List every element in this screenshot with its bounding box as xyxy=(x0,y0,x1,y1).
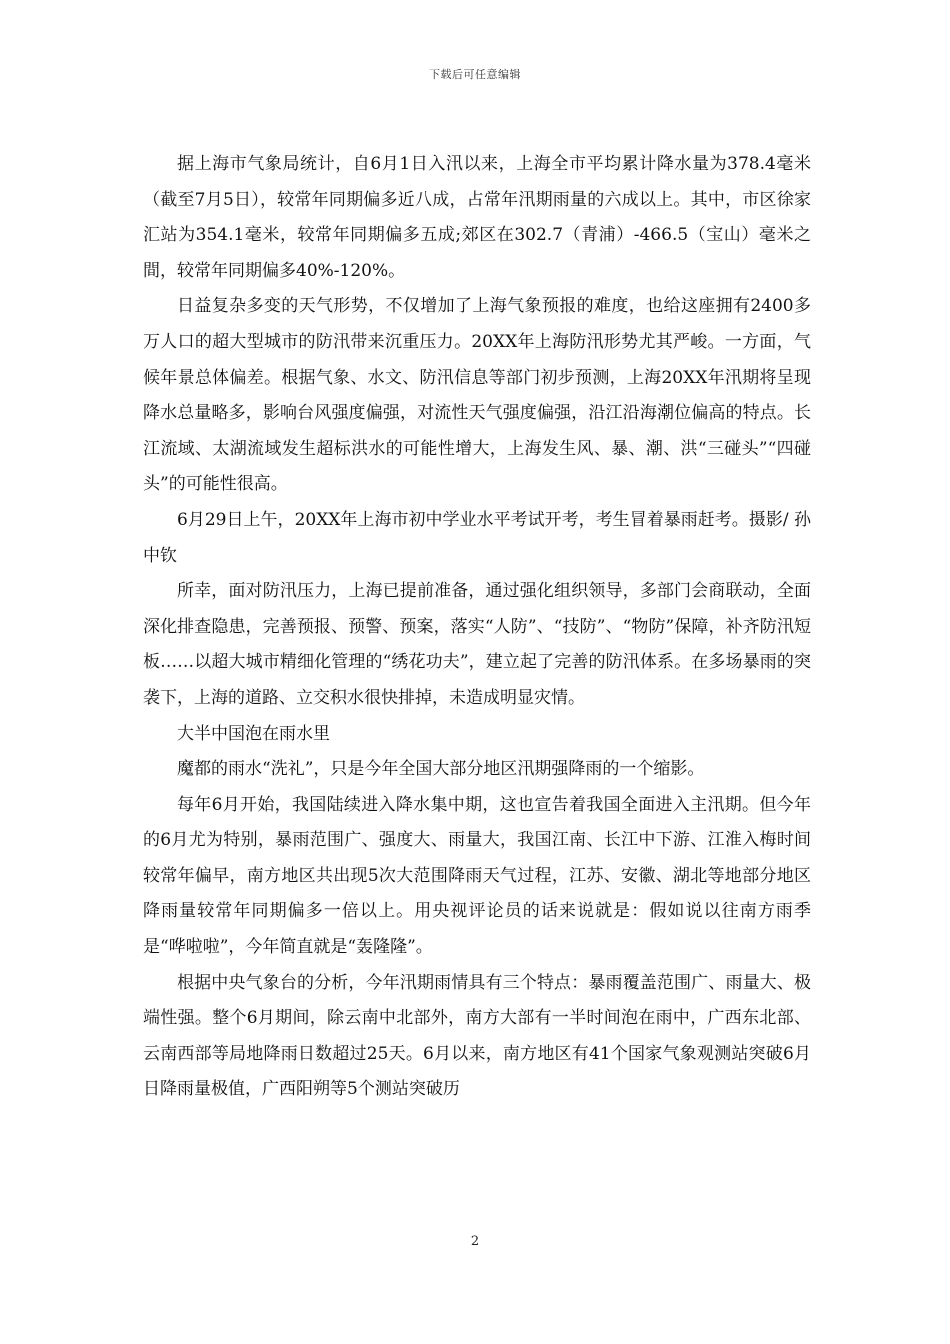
paragraph-3: 6月29日上午，20XX年上海市初中学业水平考试开考，考生冒着暴雨赶考。摄影/ 孙中钦 xyxy=(143,509,811,566)
document-body xyxy=(143,147,811,1108)
paragraph-1: 据上海市气象局统计，自6月1日入汛以来，上海全市平均累计降水量为378.4毫米（截至7月5日），较常年同期偏多近八成，占常年汛期雨量的六成以上。其中，市区徐家汇站为354.1毫米，较常年同期偏多五成;郊区在302.7（青浦）-466.5（宝山）毫米之間，较常年同期偏多40%-120%。 xyxy=(143,154,811,281)
section-heading: 大半中国泡在雨水里 xyxy=(177,723,330,744)
page-number: 2 xyxy=(470,1234,480,1249)
paragraph-7: 根据中央气象台的分析，今年汛期雨情具有三个特点：暴雨覆盖范围广、雨量大、极端性强。整个6月期间，除云南中北部外，南方大部有一半时间泡在雨中，广西东北部、云南西部等局地降雨日数超过25天。6月以来，南方地区有41个国家气象观测站突破6月日降雨量极值，广西阳朔等5个测站突破历 xyxy=(143,972,811,1100)
page-header: 下载后可任意编辑 xyxy=(429,68,521,81)
paragraph-5: 魔都的雨水“洗礼”，只是今年全国大部分地区汛期强降雨的一个缩影。 xyxy=(177,759,705,780)
paragraph-6: 每年6月开始，我国陆续进入降水集中期，这也宣告着我国全面进入主汛期。但今年的6月尤为特别，暴雨范围广、强度大、雨量大，我国江南、长江中下游、江淮入梅时间较常年偏早，南方地区共出现5次大范围降雨天气过程，江苏、安徽、湖北等地部分地区降雨量较常年同期偏多一倍以上。用央视评论员的话来说就是：假如说以往南方雨季是“哗啦啦”，今年简直就是“轰隆隆”。 xyxy=(143,794,811,958)
paragraph-4: 所幸，面对防汛压力，上海已提前准备，通过强化组织领导，多部门会商联动，全面深化排查隐患，完善预报、预警、预案，落实“人防”、“技防”、“物防”保障，补齐防汛短板……以超大城市精细化管理的“绣花功夫”，建立起了完善的防汛体系。在多场暴雨的突袭下，上海的道路、立交积水很快排掉，未造成明显灾情。 xyxy=(143,581,811,708)
paragraph-2: 日益复杂多变的天气形势，不仅增加了上海气象预报的难度，也给这座拥有2400多万人口的超大型城市的防汛带来沉重压力。20XX年上海防汛形势尤其严峻。一方面，气候年景总体偏差。根据气象、水文、防汛信息等部门初步预测，上海20XX年汛期将呈现降水总量略多，影响台风强度偏强，对流性天气强度偏强，沿江沿海潮位偏高的特点。长江流域、太湖流域发生超标洪水的可能性增大，上海发生风、暴、潮、洪“三碰头”“四碰头”的可能性很高。 xyxy=(143,296,811,495)
